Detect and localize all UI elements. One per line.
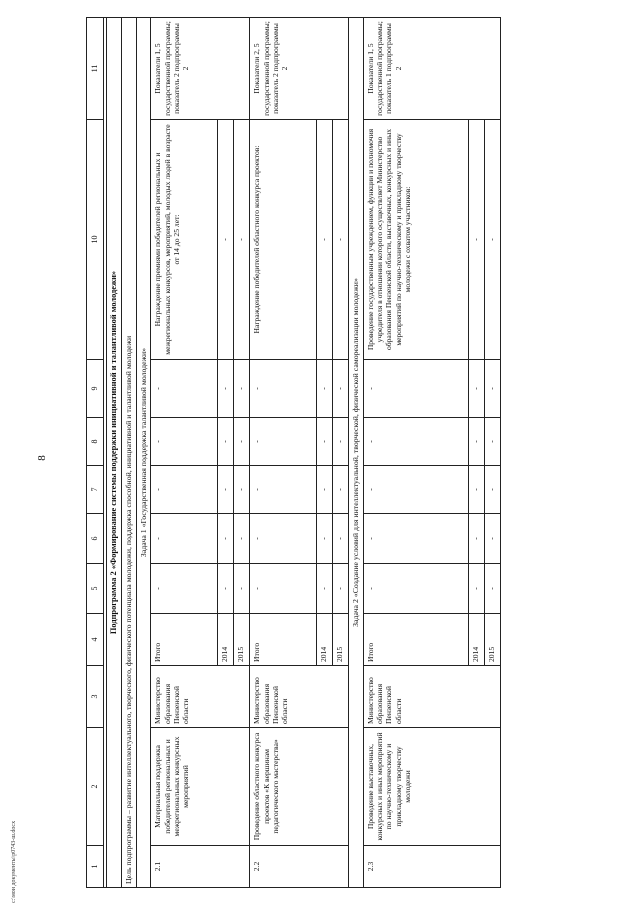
value-cell: - — [250, 418, 317, 466]
value-cell: - — [484, 466, 500, 514]
period: 2015 — [333, 614, 349, 666]
row-number: 2.3 — [363, 846, 500, 888]
footer-file-path: c:\мои документы\р0743-ш.docx — [11, 820, 17, 903]
value-cell: - — [484, 120, 500, 360]
value-cell: - — [333, 514, 349, 564]
program-table — [86, 17, 501, 888]
col-number: 4 — [87, 614, 104, 666]
value-cell: - — [151, 418, 218, 466]
result-description: Награждение премиями победителей региональных и межрегиональных конкурсов, мероприятий, молодых людей в возрасте от 14 до 25 лет: — [151, 120, 218, 360]
value-cell: - — [250, 360, 317, 418]
col-number: 1 — [87, 846, 104, 888]
value-cell: - — [333, 360, 349, 418]
value-cell: - — [151, 360, 218, 418]
value-cell: - — [468, 360, 484, 418]
column-number-row — [87, 18, 104, 888]
value-cell: - — [468, 466, 484, 514]
period: Итого — [363, 614, 468, 666]
rotated-table-area — [86, 18, 616, 888]
executor: Министерство образования Пензенской области — [250, 666, 349, 728]
value-cell: - — [317, 466, 333, 514]
activity-name: Проведение областного конкурса проектов «К вершинам педагогического мастерства» — [250, 728, 349, 846]
period: 2015 — [234, 614, 250, 666]
col-number: 11 — [87, 18, 104, 120]
value-cell: - — [218, 564, 234, 614]
table-row — [250, 18, 317, 888]
row-number: 2.1 — [151, 846, 250, 888]
result-description: Награждение победителей областного конкурса проектов: — [250, 120, 317, 360]
period: 2014 — [218, 614, 234, 666]
value-cell: - — [363, 514, 468, 564]
value-cell: - — [484, 514, 500, 564]
value-cell: - — [218, 514, 234, 564]
value-cell: - — [234, 564, 250, 614]
value-cell: - — [250, 466, 317, 514]
value-cell: - — [218, 466, 234, 514]
indicator: Показатели 2, 5 государственной программы; показатель 2 подпрограммы 2 — [250, 18, 349, 120]
result-description: Проведение государственным учреждением, функции и полномочия учредителя в отношении которого осуществляет Министерство образования Пензенской области, выставочных, конкурсных и иных мероприятий по научно-техническому и прикладному творчеству молодежи с охватом участников: — [363, 120, 468, 360]
value-cell: - — [363, 360, 468, 418]
executor: Министерство образования Пензенской области — [151, 666, 250, 728]
row-number: 2.2 — [250, 846, 349, 888]
col-number: 8 — [87, 418, 104, 466]
value-cell: - — [363, 466, 468, 514]
value-cell: - — [234, 466, 250, 514]
table-row — [363, 18, 468, 888]
period: Итого — [250, 614, 317, 666]
value-cell: - — [468, 564, 484, 614]
value-cell: - — [250, 564, 317, 614]
value-cell: - — [234, 120, 250, 360]
value-cell: - — [333, 418, 349, 466]
value-cell: - — [250, 514, 317, 564]
col-number: 10 — [87, 120, 104, 360]
col-number: 5 — [87, 564, 104, 614]
value-cell: - — [317, 564, 333, 614]
executor: Министерство образования Пензенской области — [363, 666, 500, 728]
value-cell: - — [468, 514, 484, 564]
period: 2014 — [468, 614, 484, 666]
period: Итого — [151, 614, 218, 666]
value-cell: - — [484, 360, 500, 418]
value-cell: - — [218, 360, 234, 418]
period: 2015 — [484, 614, 500, 666]
indicator: Показатели 1, 5 государственной программы; показатель 2 подпрограммы 2 — [151, 18, 250, 120]
value-cell: - — [484, 418, 500, 466]
value-cell: - — [218, 120, 234, 360]
value-cell: - — [468, 418, 484, 466]
value-cell: - — [234, 360, 250, 418]
col-number: 9 — [87, 360, 104, 418]
value-cell: - — [333, 564, 349, 614]
value-cell: - — [468, 120, 484, 360]
value-cell: - — [333, 466, 349, 514]
value-cell: - — [151, 466, 218, 514]
value-cell: - — [317, 120, 333, 360]
col-number: 3 — [87, 666, 104, 728]
value-cell: - — [317, 514, 333, 564]
value-cell: - — [363, 418, 468, 466]
activity-name: Проведение выставочных, конкурсных и иных мероприятий по научно-техническому и прикладному творчеству молодежи — [363, 728, 500, 846]
col-number: 2 — [87, 728, 104, 846]
value-cell: - — [317, 418, 333, 466]
value-cell: - — [363, 564, 468, 614]
task-1-title: Задача 1 «Государственная поддержка талантливой молодежи» — [136, 18, 151, 888]
indicator: Показатели 1, 5 государственной программы; показатель 1 подпрограммы 2 — [363, 18, 500, 120]
value-cell: - — [317, 360, 333, 418]
value-cell: - — [151, 514, 218, 564]
value-cell: - — [151, 564, 218, 614]
value-cell: - — [234, 514, 250, 564]
value-cell: - — [484, 564, 500, 614]
activity-name: Материальная поддержка победителей региональных и межрегиональных конкурсных мероприятий — [151, 728, 250, 846]
task-2-title: Задача 2 «Создание условий для интеллектуальной, творческой, физической самореализации молодежи» — [349, 18, 364, 888]
value-cell: - — [333, 120, 349, 360]
value-cell: - — [234, 418, 250, 466]
col-number: 7 — [87, 466, 104, 514]
subprogram-title: Подпрограмма 2 «Формирование системы поддержки инициативной и талантливой молодежи» — [107, 18, 122, 888]
col-number: 6 — [87, 514, 104, 564]
value-cell: - — [218, 418, 234, 466]
table-row — [151, 18, 218, 888]
subprogram-goal: Цель подпрограммы – развитие интеллектуального, творческого, физического потенциала молодежи, поддержка способной, инициативной и талантливой молодежи — [122, 18, 137, 888]
page-number: 8 — [36, 455, 48, 461]
period: 2014 — [317, 614, 333, 666]
